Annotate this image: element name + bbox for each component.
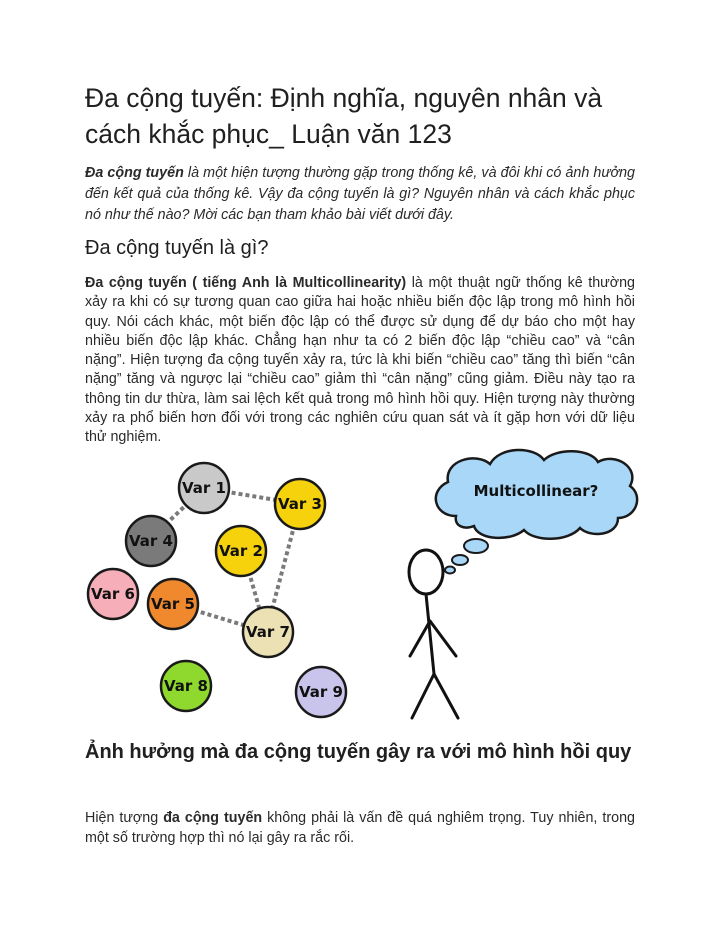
node-var8: [161, 661, 211, 711]
section1-bold-lead: Đa cộng tuyến ( tiếng Anh là Multicollinearity): [85, 275, 407, 291]
stick-figure-icon: [409, 550, 458, 718]
section1-text: là một thuật ngữ thống kê thường xảy ra khi có sự tương quan cao giữa hai hoặc nhiều biến độc lập trong mô hình hồi quy. Nói cách khác, một biến độc lập có thể được sử dụng để dự báo cho một hay nhiều biến độc lập khác. Chẳng hạn như ta có 2 biến độc lập “chiều cao” và “cân nặng”. Hiện tượng đa cộng tuyến xảy ra, tức là khi biến “chiều cao” tăng thì biến “cân nặng” tăng và ngược lại “chiều cao” giảm thì “cân nặng” cũng giảm. Điều này tạo ra thông tin dư thừa, làm sai lệch kết quả trong mô hình hồi quy. Hiện tượng này thường xảy ra phổ biến hơn đối với trong các nghiên cứu quan sát và ít gặp hơn với dữ liệu thử nghiệm.: [85, 275, 635, 446]
node-var7: [243, 607, 293, 657]
page-title: Đa cộng tuyến: Định nghĩa, nguyên nhân và cách khắc phục_ Luận văn 123: [85, 83, 603, 149]
thought-bubble-large: [464, 539, 488, 553]
node-var4-label: Var 4: [129, 532, 173, 550]
section2-bold-term: đa cộng tuyến: [163, 810, 263, 826]
section1-paragraph: [85, 274, 635, 448]
node-var9: [296, 667, 346, 717]
stick-figure-body: [426, 594, 434, 674]
section2-lead: Hiện tượng: [85, 810, 164, 826]
multicollinearity-illustration: [78, 446, 640, 728]
intro-paragraph: [85, 163, 635, 226]
stick-figure-leg-right: [434, 674, 458, 718]
section2-paragraph: [85, 808, 635, 848]
node-var1: [179, 463, 229, 513]
intro-text: là một hiện tượng thường gặp trong thống kê, và đôi khi có ảnh hưởng đến kết quả của thống kê. Vậy đa cộng tuyến là gì? Nguyên nhân và cách khắc phục nó như thế nào? Mời các bạn tham khảo bài viết dưới đây.: [85, 165, 635, 223]
node-var6-label: Var 6: [91, 585, 135, 603]
node-var2-label: Var 2: [219, 542, 263, 560]
node-var5-label: Var 5: [151, 595, 195, 613]
thought-text: Multicollinear?: [473, 482, 599, 500]
node-var8-label: Var 8: [164, 677, 208, 695]
section1-heading: Đa cộng tuyến là gì?: [85, 237, 269, 259]
node-var2: [216, 526, 266, 576]
node-var5: [148, 579, 198, 629]
thought-bubble-medium: [452, 555, 468, 565]
section2-text: không phải là vấn đề quá nghiêm trọng. Tuy nhiên, trong một số trường hợp thì nó lại gây ra rắc rối.: [85, 810, 635, 846]
thought-bubble-small: [445, 567, 455, 574]
node-var3-label: Var 3: [278, 495, 322, 513]
node-var7-label: Var 7: [246, 623, 290, 641]
thought-cloud: [436, 450, 637, 574]
node-var9-label: Var 9: [299, 683, 343, 701]
node-var4: [126, 516, 176, 566]
stick-figure-arm-right: [430, 621, 456, 656]
stick-figure-leg-left: [412, 674, 434, 718]
stick-figure-arm-left: [410, 621, 430, 656]
section2-heading: Ảnh hưởng mà đa cộng tuyến gây ra với mô hình hồi quy: [85, 741, 632, 763]
node-var3: [275, 479, 325, 529]
intro-bold-term: Đa cộng tuyến: [85, 165, 184, 181]
node-var6: [88, 569, 138, 619]
stick-figure-head: [409, 550, 443, 594]
node-var1-label: Var 1: [182, 479, 226, 497]
